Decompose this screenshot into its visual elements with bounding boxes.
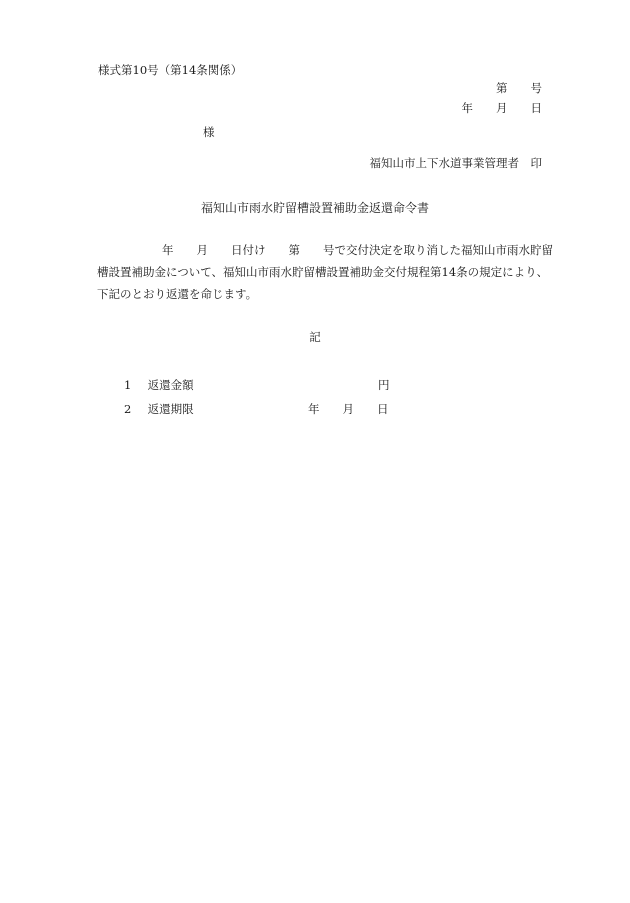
item-label: 返還金額	[147, 378, 194, 392]
addressee-honorific: 様	[203, 125, 215, 139]
body-line-2: 槽設置補助金について、福知山市雨水貯留槽設置補助金交付規程第14条の規定により、	[97, 265, 549, 279]
document-title: 福知山市雨水貯留槽設置補助金返還命令書	[200, 201, 429, 215]
refund-amount-unit: 円	[378, 378, 390, 392]
ki-heading: 記	[309, 330, 321, 344]
body-line-3: 下記のとおり返還を命じます。	[97, 287, 258, 301]
body-paragraph	[97, 239, 567, 305]
item-label: 返還期限	[147, 402, 194, 416]
item-refund-amount	[124, 379, 194, 393]
item-refund-deadline	[124, 403, 194, 417]
refund-deadline-date: 年 月 日	[308, 402, 389, 416]
document-number: 第 号	[496, 81, 542, 95]
item-number: 2	[124, 402, 132, 416]
form-number: 様式第10号（第14条関係）	[98, 63, 243, 77]
item-number: 1	[124, 378, 132, 392]
body-line-1: 年 月 日付け 第 号で交付決定を取り消した福知山市雨水貯留	[162, 243, 553, 257]
issuer-signature: 福知山市上下水道事業管理者 印	[369, 156, 542, 170]
issue-date: 年 月 日	[461, 101, 542, 115]
